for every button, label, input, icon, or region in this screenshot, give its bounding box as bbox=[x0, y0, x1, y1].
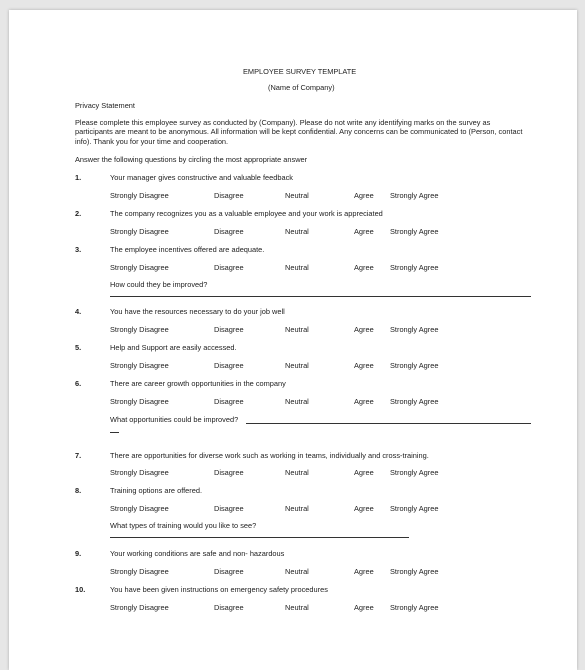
followup-prompt: What opportunities could be improved? bbox=[110, 415, 239, 424]
answer-disagree[interactable]: Disagree bbox=[214, 397, 244, 406]
answer-agree[interactable]: Agree bbox=[354, 567, 374, 576]
answer-agree[interactable]: Agree bbox=[354, 227, 374, 236]
question-text: The employee incentives offered are adequate. bbox=[110, 245, 265, 254]
answer-strongly-agree[interactable]: Strongly Agree bbox=[390, 263, 439, 272]
answer-strongly-disagree[interactable]: Strongly Disagree bbox=[110, 603, 169, 612]
question-number: 8. bbox=[75, 486, 82, 495]
answer-disagree[interactable]: Disagree bbox=[214, 191, 244, 200]
privacy-text: Please complete this employee survey as conducted by (Company). Please do not write any identifying marks on the survey as participants are meant to be anonymous. All information will be kept confidential. Any concerns can be communicated to (Person, contact info). Thank you for your time and cooperation. bbox=[75, 118, 523, 146]
question-text: Training options are offered. bbox=[110, 486, 203, 495]
question-number: 3. bbox=[75, 245, 82, 254]
answer-line[interactable] bbox=[246, 423, 531, 424]
answer-strongly-agree[interactable]: Strongly Agree bbox=[390, 227, 439, 236]
answer-agree[interactable]: Agree bbox=[354, 361, 374, 370]
question-text: Your manager gives constructive and valuable feedback bbox=[110, 173, 293, 182]
question-text: Your working conditions are safe and non- hazardous bbox=[110, 549, 285, 558]
question-number: 10. bbox=[75, 585, 86, 594]
question-number: 6. bbox=[75, 379, 82, 388]
question-text: You have been given instructions on emergency safety procedures bbox=[110, 585, 328, 594]
question-number: 4. bbox=[75, 307, 82, 316]
answer-strongly-agree[interactable]: Strongly Agree bbox=[390, 603, 439, 612]
instructions: Answer the following questions by circling the most appropriate answer bbox=[75, 155, 308, 164]
answer-strongly-disagree[interactable]: Strongly Disagree bbox=[110, 325, 169, 334]
question-number: 9. bbox=[75, 549, 82, 558]
document-page bbox=[9, 10, 577, 670]
question-text: Help and Support are easily accessed. bbox=[110, 343, 237, 352]
answer-disagree[interactable]: Disagree bbox=[214, 361, 244, 370]
answer-agree[interactable]: Agree bbox=[354, 504, 374, 513]
question-text: There are career growth opportunities in the company bbox=[110, 379, 286, 388]
privacy-heading: Privacy Statement bbox=[75, 101, 135, 110]
answer-disagree[interactable]: Disagree bbox=[214, 603, 244, 612]
question-number: 5. bbox=[75, 343, 82, 352]
question-text: You have the resources necessary to do your job well bbox=[110, 307, 285, 316]
answer-neutral[interactable]: Neutral bbox=[285, 361, 309, 370]
answer-agree[interactable]: Agree bbox=[354, 468, 374, 477]
question-text: The company recognizes you as a valuable employee and your work is appreciated bbox=[110, 209, 383, 218]
answer-neutral[interactable]: Neutral bbox=[285, 325, 309, 334]
company-name: (Name of Company) bbox=[268, 83, 335, 92]
answer-strongly-disagree[interactable]: Strongly Disagree bbox=[110, 567, 169, 576]
answer-neutral[interactable]: Neutral bbox=[285, 468, 309, 477]
answer-strongly-agree[interactable]: Strongly Agree bbox=[390, 567, 439, 576]
answer-neutral[interactable]: Neutral bbox=[285, 227, 309, 236]
survey-title: EMPLOYEE SURVEY TEMPLATE bbox=[243, 67, 357, 76]
answer-neutral[interactable]: Neutral bbox=[285, 603, 309, 612]
answer-strongly-disagree[interactable]: Strongly Disagree bbox=[110, 397, 169, 406]
answer-strongly-agree[interactable]: Strongly Agree bbox=[390, 397, 439, 406]
answer-agree[interactable]: Agree bbox=[354, 603, 374, 612]
answer-disagree[interactable]: Disagree bbox=[214, 567, 244, 576]
answer-strongly-disagree[interactable]: Strongly Disagree bbox=[110, 361, 169, 370]
answer-neutral[interactable]: Neutral bbox=[285, 567, 309, 576]
followup-prompt: How could they be improved? bbox=[110, 280, 208, 289]
answer-neutral[interactable]: Neutral bbox=[285, 191, 309, 200]
answer-agree[interactable]: Agree bbox=[354, 325, 374, 334]
answer-disagree[interactable]: Disagree bbox=[214, 468, 244, 477]
answer-line[interactable] bbox=[110, 537, 409, 538]
answer-strongly-agree[interactable]: Strongly Agree bbox=[390, 325, 439, 334]
answer-disagree[interactable]: Disagree bbox=[214, 504, 244, 513]
question-number: 2. bbox=[75, 209, 82, 218]
answer-disagree[interactable]: Disagree bbox=[214, 325, 244, 334]
answer-strongly-agree[interactable]: Strongly Agree bbox=[390, 191, 439, 200]
answer-agree[interactable]: Agree bbox=[354, 191, 374, 200]
answer-disagree[interactable]: Disagree bbox=[214, 263, 244, 272]
answer-strongly-disagree[interactable]: Strongly Disagree bbox=[110, 263, 169, 272]
question-number: 7. bbox=[75, 451, 82, 460]
answer-neutral[interactable]: Neutral bbox=[285, 263, 309, 272]
answer-neutral[interactable]: Neutral bbox=[285, 504, 309, 513]
answer-strongly-agree[interactable]: Strongly Agree bbox=[390, 504, 439, 513]
answer-line-continuation[interactable] bbox=[110, 432, 119, 433]
question-text: There are opportunities for diverse work such as working in teams, individually and cross-training. bbox=[110, 451, 429, 460]
followup-prompt: What types of training would you like to see? bbox=[110, 521, 257, 530]
answer-line[interactable] bbox=[110, 296, 531, 297]
answer-strongly-agree[interactable]: Strongly Agree bbox=[390, 361, 439, 370]
question-number: 1. bbox=[75, 173, 82, 182]
answer-strongly-agree[interactable]: Strongly Agree bbox=[390, 468, 439, 477]
answer-neutral[interactable]: Neutral bbox=[285, 397, 309, 406]
answer-strongly-disagree[interactable]: Strongly Disagree bbox=[110, 504, 169, 513]
answer-agree[interactable]: Agree bbox=[354, 263, 374, 272]
answer-strongly-disagree[interactable]: Strongly Disagree bbox=[110, 191, 169, 200]
answer-agree[interactable]: Agree bbox=[354, 397, 374, 406]
answer-strongly-disagree[interactable]: Strongly Disagree bbox=[110, 227, 169, 236]
answer-strongly-disagree[interactable]: Strongly Disagree bbox=[110, 468, 169, 477]
answer-disagree[interactable]: Disagree bbox=[214, 227, 244, 236]
